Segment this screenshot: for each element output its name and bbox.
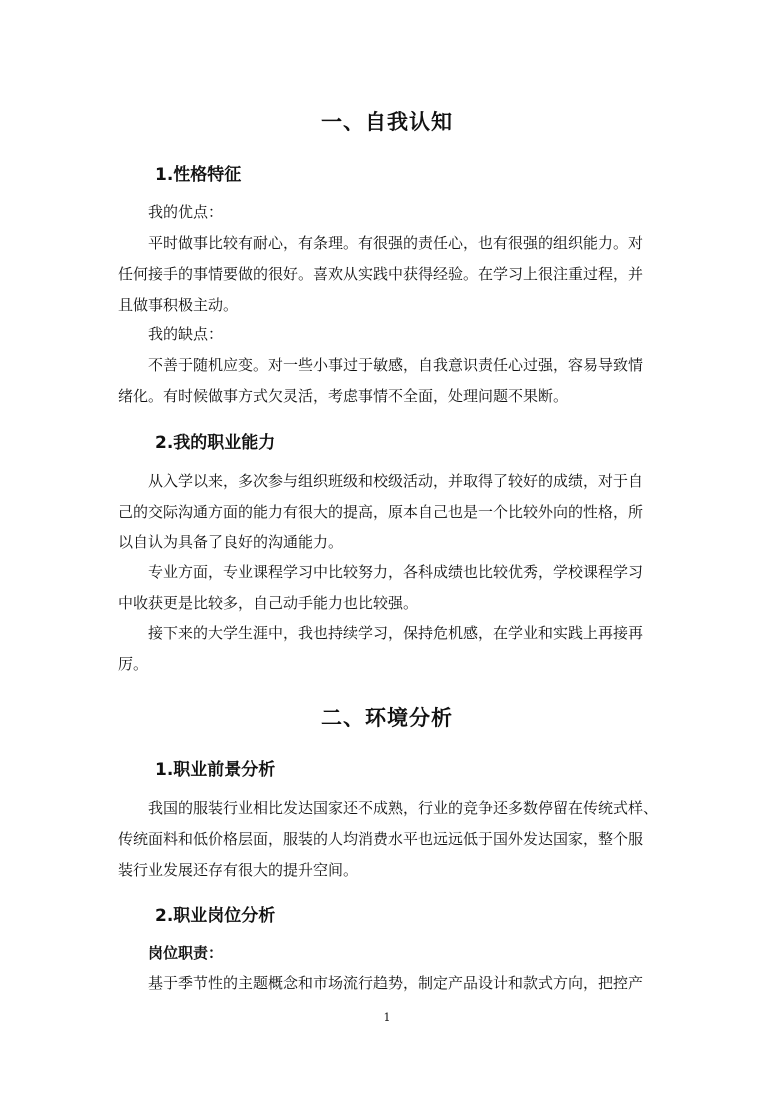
subsection-prospect-heading: 1.职业前景分析 — [155, 760, 276, 780]
strengths-line-2: 任何接手的事情要做的很好。喜欢从实践中获得经验。在学习上很注重过程，并 — [118, 265, 644, 283]
strengths-line-3: 且做事积极主动。 — [118, 296, 239, 314]
strengths-label: 我的优点： — [148, 203, 224, 221]
ability-para3-line-1: 接下来的大学生涯中，我也持续学习，保持危机感，在学业和实践上再接再 — [148, 624, 644, 642]
prospect-line-3: 装行业发展还存有很大的提升空间。 — [118, 861, 359, 879]
ability-para1-line-3: 以自认为具备了良好的沟通能力。 — [118, 533, 344, 551]
prospect-line-2: 传统面料和低价格层面，服装的人均消费水平也远远低于国外发达国家，整个服 — [118, 830, 644, 848]
duty-label: 岗位职责： — [148, 944, 224, 962]
subsection-ability-heading: 2.我的职业能力 — [155, 433, 276, 453]
ability-para1-line-1: 从入学以来，多次参与组织班级和校级活动，并取得了较好的成绩，对于自 — [148, 472, 644, 490]
prospect-line-1: 我国的服装行业相比发达国家还不成熟，行业的竞争还多数停留在传统式样、 — [148, 799, 659, 817]
weaknesses-label: 我的缺点： — [148, 325, 224, 343]
subsection-personality-heading: 1.性格特征 — [155, 165, 242, 185]
section-2-heading: 二、环境分析 — [321, 706, 453, 730]
strengths-line-1: 平时做事比较有耐心，有条理。有很强的责任心，也有很强的组织能力。对 — [148, 234, 644, 252]
section-1-heading: 一、自我认知 — [321, 110, 453, 134]
ability-para1-line-2: 己的交际沟通方面的能力有很大的提高，原本自己也是一个比较外向的性格，所 — [118, 503, 644, 521]
weaknesses-line-2: 绪化。有时候做事方式欠灵活，考虑事情不全面，处理问题不果断。 — [118, 387, 569, 405]
ability-para3-line-2: 厉。 — [118, 655, 149, 673]
ability-para2-line-1: 专业方面，专业课程学习中比较努力，各科成绩也比较优秀，学校课程学习 — [148, 563, 644, 581]
weaknesses-line-1: 不善于随机应变。对一些小事过于敏感，自我意识责任心过强，容易导致情 — [148, 356, 644, 374]
ability-para2-line-2: 中收获更是比较多，自己动手能力也比较强。 — [118, 594, 419, 612]
subsection-position-heading: 2.职业岗位分析 — [155, 906, 276, 926]
page-number: 1 — [383, 1011, 391, 1024]
duty-line-1: 基于季节性的主题概念和市场流行趋势，制定产品设计和款式方向，把控产 — [148, 974, 644, 992]
